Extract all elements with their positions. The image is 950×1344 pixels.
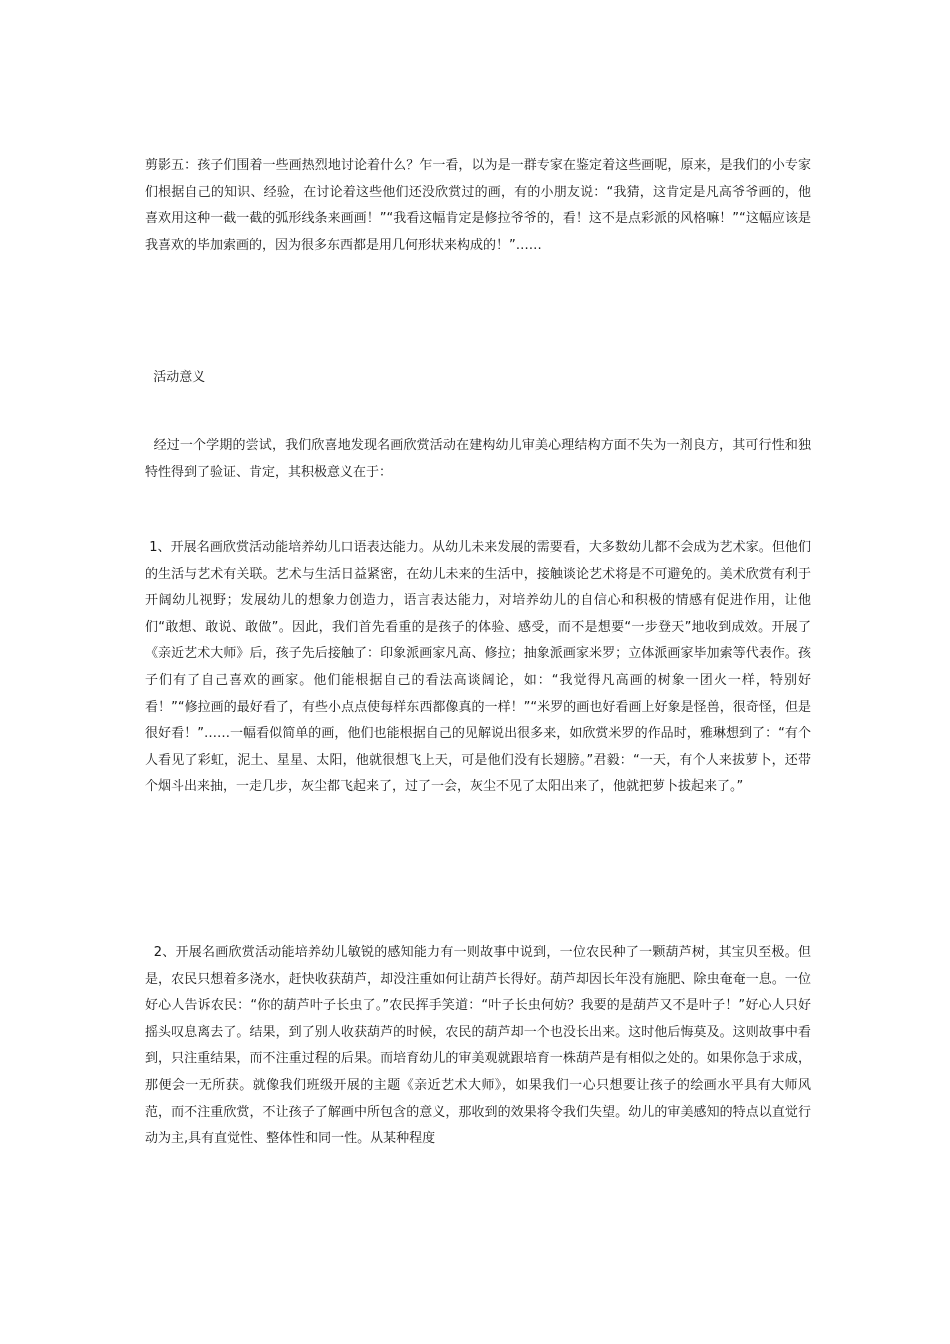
section-heading-activity-meaning: 活动意义: [145, 370, 206, 385]
paragraph-introduction: 经过一个学期的尝试，我们欣喜地发现名画欣赏活动在建构幼儿审美心理结构方面不失为一剂良方，其可行性和独特性得到了验证、肯定，其积极意义在于：: [145, 438, 811, 480]
paragraph-point-one: 1、开展名画欣赏活动能培养幼儿口语表达能力。从幼儿未来发展的需要看，大多数幼儿都不会成为艺术家。但他们的生活与艺术有关联。艺术与生活日益紧密，在幼儿未来的生活中，接触谈论艺术将是不可避免的。美术欣赏有利于开阔幼儿视野；发展幼儿的想象力创造力，语言表达能力，对培养幼儿的自信心和积极的情感有促进作用，让他们“敢想、敢说、敢做”。因此，我们首先看重的是孩子的体验、感受，而不是想要“一步登天”地收到成效。开展了《亲近艺术大师》后，孩子先后接触了：印象派画家凡高、修拉；抽象派画家米罗；立体派画家毕加索等代表作。孩子们有了自己喜欢的画家。他们能根据自己的看法高谈阔论，如：“我觉得凡高画的树象一团火一样，特别好看！”“修拉画的最好看了，有些小点点使每样东西都像真的一样！”“米罗的画也好看画上好象是怪兽，很奇怪，但是很好看！”……一幅看似简单的画，他们也能根据自己的见解说出很多来，如欣赏米罗的作品时，雅琳想到了：“有个人看见了彩虹，泥土、星星、太阳，他就很想飞上天，可是他们没有长翅膀。”君毅：“一天，有个人来拔萝卜，还带个烟斗出来抽，一走几步，灰尘都飞起来了，过了一会，灰尘不见了太阳出来了，他就把萝卜拔起来了。”: [145, 540, 811, 795]
paragraph-point-two: 2、开展名画欣赏活动能培养幼儿敏锐的感知能力有一则故事中说到，一位农民种了一颗葫芦树，其宝贝至极。但是，农民只想着多浇水，赶快收获葫芦，却没注重如何让葫芦长得好。葫芦却因长年没有施肥、除虫奄奄一息。一位好心人告诉农民：“你的葫芦叶子长虫了。”农民挥手笑道：“叶子长虫何妨？我要的是葫芦又不是叶子！”好心人只好摇头叹息离去了。结果，到了别人收获葫芦的时候，农民的葫芦却一个也没长出来。这时他后悔莫及。这则故事中看到，只注重结果，而不注重过程的后果。而培育幼儿的审美观就跟培育一株葫芦是有相似之处的。如果你急于求成，那便会一无所获。就像我们班级开展的主题《亲近艺术大师》，如果我们一心只想要让孩子的绘画水平具有大师风范，而不注重欣赏，不让孩子了解画中所包含的意义，那收到的效果将令我们失望。幼儿的审美感知的特点以直觉行动为主,具有直觉性、整体性和同一性。从某种程度: [145, 945, 812, 1147]
paragraph-silhouette-five: 剪影五：孩子们围着一些画热烈地讨论着什么？乍一看，以为是一群专家在鉴定着这些画呢，原来，是我们的小专家们根据自己的知识、经验，在讨论着这些他们还没欣赏过的画，有的小朋友说：“我猜，这肯定是凡高爷爷画的，他喜欢用这种一截一截的弧形线条来画画！”“我看这幅肯定是修拉爷爷的，看！这不是点彩派的风格嘛！”“这幅应该是我喜欢的毕加索画的，因为很多东西都是用几何形状来构成的！”……: [145, 158, 811, 253]
